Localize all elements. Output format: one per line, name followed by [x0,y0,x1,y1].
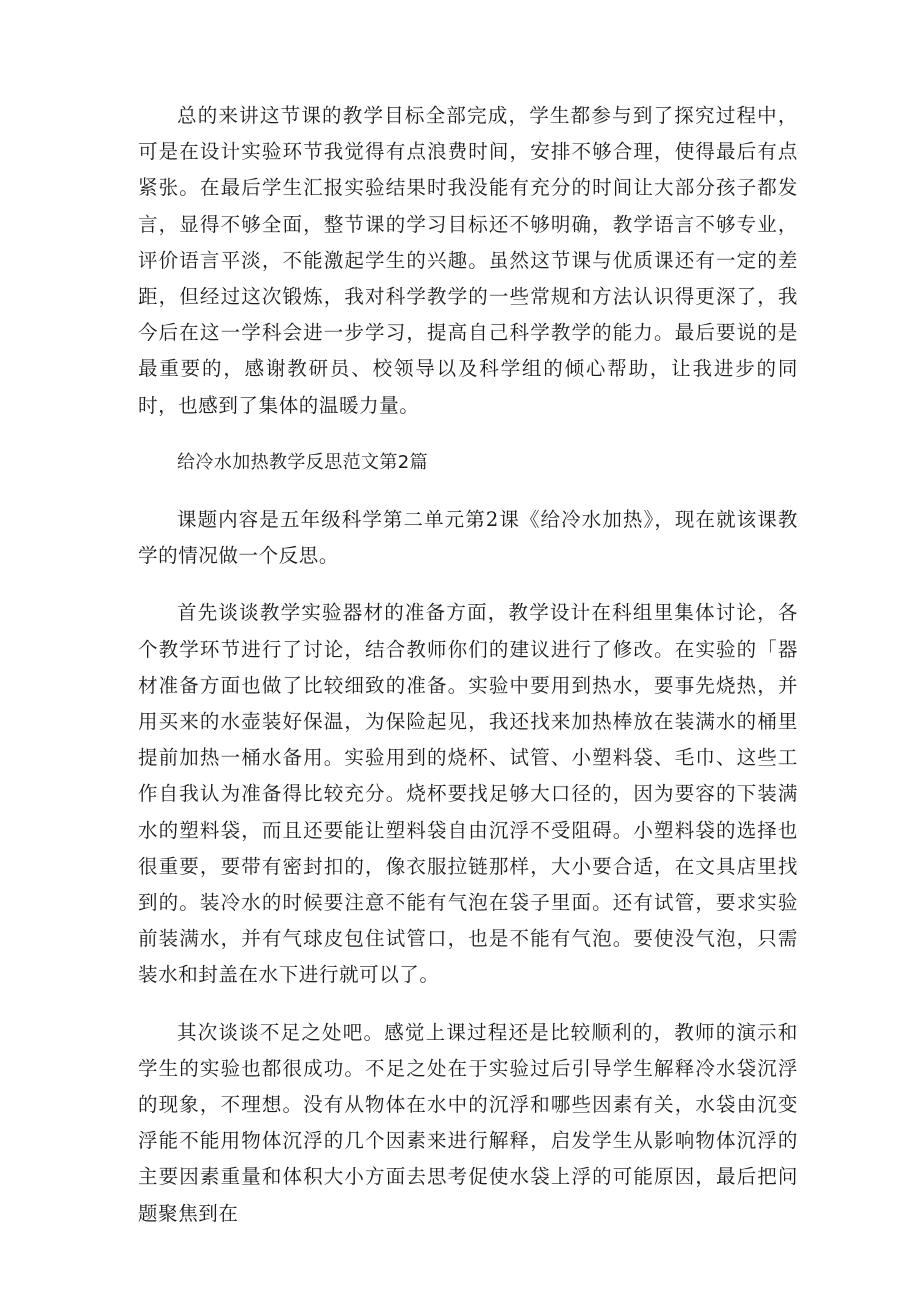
section-heading: 给冷水加热教学反思范文第2篇 [177,451,429,473]
paragraph-shortcomings: 其次谈谈不足之处吧。感觉上课过程还是比较顺利的，教师的演示和学生的实验也都很成功。不足之处在于实验过后引导学生解释冷水袋沉浮的现象，不理想。没有从物体在水中的沉浮和哪些因素有关，水袋由沉变浮能不能用物体沉浮的几个因素来进行解释，启发学生从影响物体沉浮的主要因素重量和体积大小方面去思考促使水袋上浮的可能原因，最后把问题聚焦到在 [138,1020,798,1225]
document-body [138,98,798,1253]
paragraph-topic: 课题内容是五年级科学第二单元第2课《给冷水加热》，现在就该课教学的情况做一个反思。 [138,508,798,568]
paragraph-summary: 总的来讲这节课的教学目标全部完成，学生都参与到了探究过程中，可是在设计实验环节我觉得有点浪费时间，安排不够合理，使得最后有点紧张。在最后学生汇报实验结果时我没能有充分的时间让大部分孩子都发言，显得不够全面，整节课的学习目标还不够明确，教学语言不够专业，评价语言平淡，不能激起学生的兴趣。虽然这节课与优质课还有一定的差距，但经过这次锻炼，我对科学教学的一些常规和方法认识得更深了，我今后在这一学科会进一步学习，提高自己科学教学的能力。最后要说的是最重要的，感谢教研员、校领导以及科学组的倾心帮助，让我进步的同时，也感到了集体的温暖力量。 [138,104,798,417]
paragraph-preparation: 首先谈谈教学实验器材的准备方面，教学设计在科组里集体讨论，各个教学环节进行了讨论，结合教师你们的建议进行了修改。在实验的「器材准备方面也做了比较细致的准备。实验中要用到热水，要事先烧热，并用买来的水壶装好保温，为保险起见，我还找来加热棒放在装满水的桶里提前加热一桶水备用。实验用到的烧杯、试管、小塑料袋、毛巾、这些工作自我认为准备得比较充分。烧杯要找足够大口径的，因为要容的下装满水的塑料袋，而且还要能让塑料袋自由沉浮不受阻碍。小塑料袋的选择也很重要，要带有密封扣的，像衣服拉链那样，大小要合适，在文具店里找到的。装冷水的时候要注意不能有气泡在袋子里面。还有试管，要求实验前装满水，并有气球皮包住试管口，也是不能有气泡。要使没气泡，只需装水和封盖在水下进行就可以了。 [138,601,798,987]
